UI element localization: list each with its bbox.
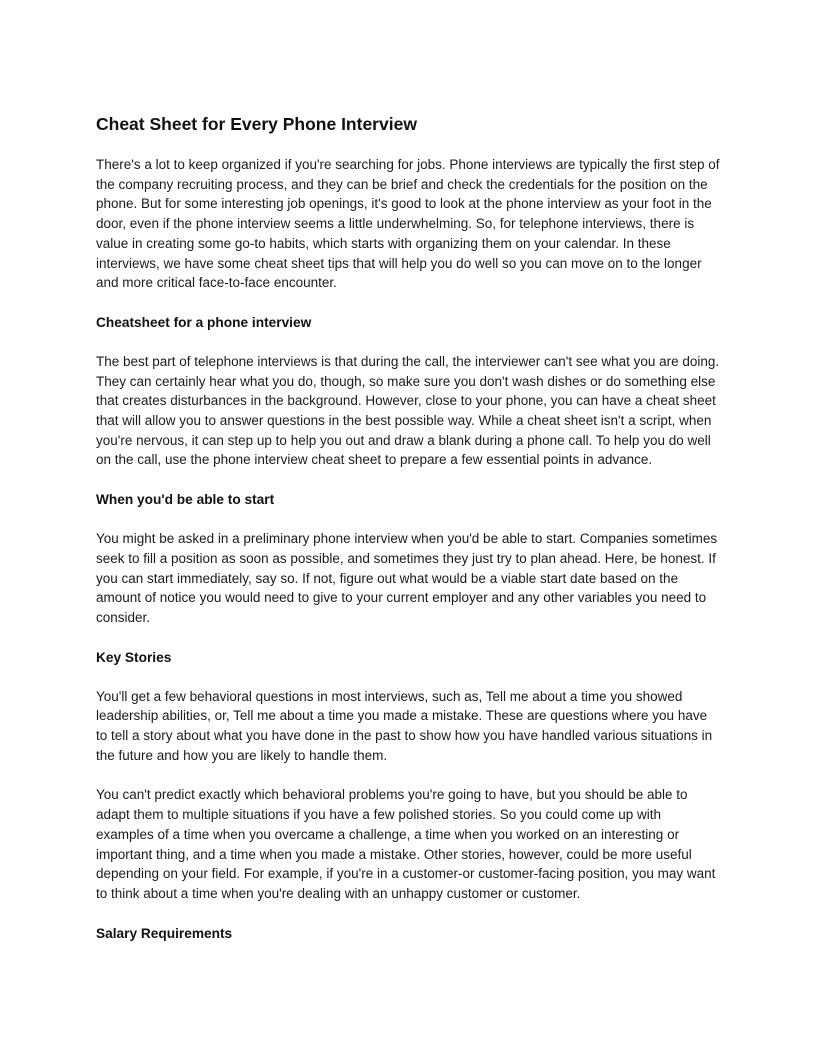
paragraph: You can't predict exactly which behavioral problems you're going to have, but you should be able to adapt them to multiple situations if you have a few polished stories. So you could come up with examples of a time when you overcame a challenge, a time when you worked on an interesting or important thing, and a time when you made a mistake. Other stories, however, could be more useful depending on your field. For example, if you're in a customer-or customer-facing position, you may want to think about a time when you're dealing with an unhappy customer or customer. [96, 787, 716, 901]
paragraph: The best part of telephone interviews is that during the call, the interviewer can't see what you are doing. They can certainly hear what you do, though, so make sure you don't wash dishes or do something else that creates disturbances in the background. However, close to your phone, you can have a cheat sheet that will allow you to answer questions in the best possible way. While a cheat sheet isn't a script, when you're nervous, it can step up to help you out and draw a blank during a phone call. To help you do well on the call, use the phone interview cheat sheet to prepare a few essential points in advance. [96, 353, 720, 468]
document-body [96, 155, 720, 943]
section-heading: Salary Requirements [96, 925, 233, 941]
document-title: Cheat Sheet for Every Phone Interview [96, 114, 417, 134]
paragraph: You'll get a few behavioral questions in most interviews, such as, Tell me about a time you showed leadership abilities, or, Tell me about a time you made a mistake. These are questions where you have to tell a story about what you have done in the past to show how you have handled various situations in the future and how you are likely to handle them. [96, 688, 713, 763]
section-heading: Cheatsheet for a phone interview [96, 314, 312, 330]
section-heading: Key Stories [96, 649, 172, 665]
paragraph: There's a lot to keep organized if you're searching for jobs. Phone interviews are typically the first step of the company recruiting process, and they can be brief and check the credentials for the position on the phone. But for some interesting job openings, it's good to look at the phone interview as your foot in the door, even if the phone interview seems a little underwhelming. So, for telephone interviews, there is value in creating some go-to habits, which starts with organizing them on your calendar. In these interviews, we have some cheat sheet tips that will help you do well so you can move on to the longer and more critical face-to-face encounter. [96, 157, 720, 291]
paragraph: You might be asked in a preliminary phone interview when you'd be able to start. Companies sometimes seek to fill a position as soon as possible, and sometimes they just try to plan ahead. Here, be honest. If you can start immediately, say so. If not, figure out what would be a viable start date based on the amount of notice you would need to give to your current employer and any other variables you need to consider. [96, 531, 718, 625]
section-heading: When you'd be able to start [96, 492, 275, 508]
